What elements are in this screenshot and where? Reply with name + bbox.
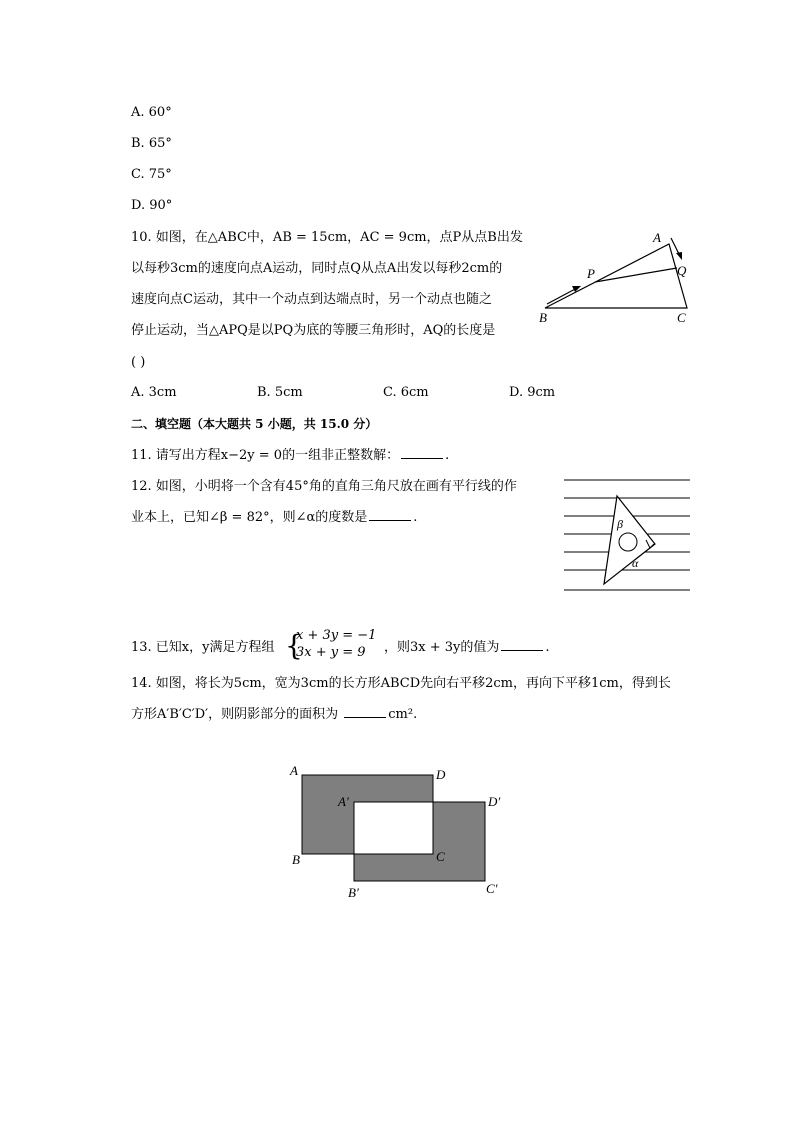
q10-line-5: ( ) — [131, 355, 146, 370]
q10-option-b: B. 5cm — [257, 385, 303, 400]
label-d: D — [436, 767, 446, 782]
q10-line-1: 10. 如图，在△ABC中，AB = 15cm，AC = 9cm，点P从点B出发 — [131, 230, 523, 245]
q12-line-2 — [131, 508, 417, 528]
q13-line-end — [384, 638, 550, 658]
set-square-hole — [619, 533, 637, 551]
label-d-prime: D′ — [488, 794, 501, 809]
label-b: B — [292, 852, 300, 867]
triangle-abc — [545, 244, 687, 308]
q10-triangle-figure — [535, 228, 705, 326]
q13-equation-1: x + 3y = −1 — [296, 628, 377, 643]
label-alpha: α — [632, 556, 639, 570]
q13-answer-blank[interactable] — [501, 638, 543, 651]
q14-rectangles-figure — [280, 760, 520, 905]
q10-line-4: 停止运动，当△APQ是以PQ为底的等腰三角形时，AQ的长度是 — [131, 323, 496, 338]
label-c: C — [436, 849, 445, 864]
arrow-p — [547, 288, 577, 304]
q9-option-b: B. 65° — [131, 136, 172, 151]
q12-parallel-lines-figure — [560, 472, 695, 596]
overlap-region — [354, 802, 433, 854]
q13-equation-2: 3x + y = 9 — [296, 645, 366, 660]
q13-end: . — [545, 640, 550, 655]
label-p: P — [587, 266, 595, 281]
q11-answer-blank[interactable] — [401, 446, 443, 459]
q14-text: 方形A′B′C′D′，则阴影部分的面积为 — [131, 707, 343, 722]
q13-prefix: 13. 已知x，y满足方程组 — [131, 640, 275, 655]
section-title: 二、填空题（本大题共 5 小题，共 15.0 分） — [131, 417, 378, 431]
q9-option-d: D. 90° — [131, 198, 173, 213]
segment-pq — [595, 268, 677, 282]
label-c: C — [677, 310, 686, 325]
q9-option-c: C. 75° — [131, 167, 172, 182]
q12-answer-blank[interactable] — [369, 508, 411, 521]
q12-end: . — [413, 510, 418, 525]
label-b-prime: B′ — [348, 885, 359, 900]
q14-answer-blank[interactable] — [344, 705, 386, 718]
q10-line-2: 以每秒3cm的速度向点A运动，同时点Q从点A出发以每秒2cm的 — [131, 261, 503, 276]
q10-option-c: C. 6cm — [383, 385, 429, 400]
q11-end: . — [445, 448, 450, 463]
q12-text: 业本上，已知∠β = 82°，则∠α的度数是 — [131, 510, 368, 525]
q10-option-a: A. 3cm — [131, 385, 177, 400]
label-a-prime: A′ — [338, 794, 349, 809]
label-a: A — [290, 763, 298, 778]
q11-text: 11. 请写出方程x−2y = 0的一组非正整数解： — [131, 448, 400, 463]
q9-option-a: A. 60° — [131, 105, 172, 120]
label-q: Q — [677, 263, 687, 278]
q12-line-1: 12. 如图，小明将一个含有45°角的直角三角尺放在画有平行线的作 — [131, 479, 517, 494]
arrow-q-head — [676, 252, 682, 260]
q14-line-1: 14. 如图，将长为5cm，宽为3cm的长方形ABCD先向右平移2cm，再向下平移1cm，得到长 — [131, 676, 671, 691]
q14-unit: cm². — [388, 707, 418, 722]
label-beta: β — [617, 517, 623, 531]
q10-option-d: D. 9cm — [509, 385, 556, 400]
q13-brace: { — [285, 629, 303, 662]
q13-suffix: ，则3x + 3y的值为 — [384, 640, 500, 655]
q11-line — [131, 446, 449, 466]
q14-line-2 — [131, 705, 417, 725]
label-b: B — [539, 310, 547, 325]
q10-line-3: 速度向点C运动，其中一个动点到达端点时，另一个动点也随之 — [131, 292, 492, 307]
label-c-prime: C′ — [486, 881, 498, 896]
label-a: A — [653, 230, 661, 245]
